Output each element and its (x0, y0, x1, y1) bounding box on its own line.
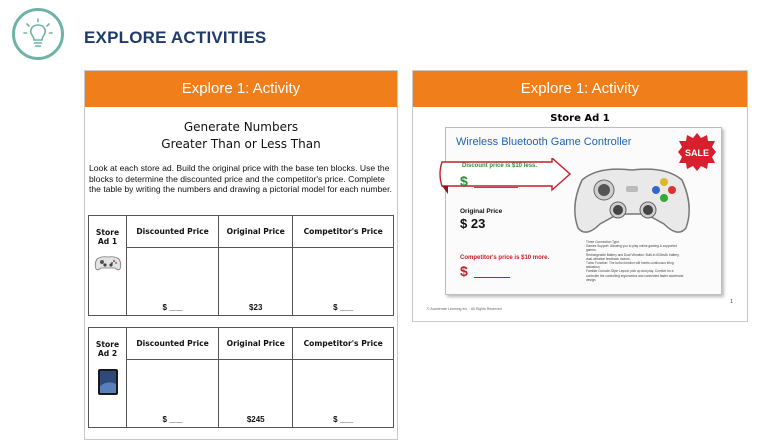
store-label: Store Ad 1 (95, 228, 120, 246)
competitor-price-cell[interactable]: $ ___ (293, 360, 394, 428)
original-price-cell: $245 (219, 360, 293, 428)
price-table-store-ad-2 (88, 327, 394, 428)
original-price-value: $ 23 (460, 216, 486, 231)
discounted-price-cell[interactable]: $ ___ (127, 360, 219, 428)
competitor-dollar: $ (460, 263, 468, 279)
original-price-label: Original Price (460, 208, 503, 215)
discount-dollar: $ (460, 173, 468, 189)
original-price-cell: $23 (219, 248, 293, 316)
lightbulb-icon (12, 8, 64, 60)
store-cell (89, 328, 127, 428)
feature-list (586, 240, 686, 282)
competitor-blank-line (474, 277, 510, 278)
card-heading: Explore 1: Activity (85, 71, 397, 107)
game-controller-icon (93, 254, 123, 272)
card-heading: Explore 1: Activity (413, 71, 747, 107)
feature-item: Games Support: Allowing you to play online gaming & supported games. (586, 244, 677, 253)
store-ad-title: Store Ad 1 (550, 113, 610, 124)
lightbulb-glyph (21, 17, 55, 51)
store-ad-slide (445, 127, 722, 295)
feature-item: Familiar Console-Style Layout: pick up and play. Comfort for a controller the controlling ergonomics and connected faster waveband design. (586, 269, 684, 282)
discount-text: Discount price is $10 less. (462, 163, 538, 169)
activity-title (85, 119, 397, 153)
activity-instructions: Look at each store ad. Build the original price with the base ten blocks. Use the blocks to determine the discounted price and the competitor's price. Complete the table by writing the numbers and drawing a pictorial model for each number. (89, 163, 392, 194)
discounted-price-cell[interactable]: $ ___ (127, 248, 219, 316)
col-header-original: Original Price (219, 216, 293, 248)
feature-item: Rechargeable Battery and Dual Vibration: Built-in 600mAh battery, dual-vibration feedback motors. (586, 252, 680, 261)
explore-activity-card-1[interactable] (84, 70, 398, 440)
tablet-icon (97, 368, 119, 396)
ad-product-title: Wireless Bluetooth Game Controller (456, 136, 632, 148)
store-cell (89, 216, 127, 316)
copyright-text: © Accelerate Learning Inc. - All Rights Reserved (427, 307, 502, 311)
price-table-store-ad-1 (88, 215, 394, 316)
feature-item: Three Connection Type. (586, 240, 620, 244)
feature-item: Turbo Function: The turbo function will meets continuous firing activation. (586, 261, 674, 270)
competitor-price-cell[interactable]: $ ___ (293, 248, 394, 316)
col-header-competitor: Competitor's Price (293, 328, 394, 360)
page-title: EXPLORE ACTIVITIES (84, 28, 267, 47)
competitor-text: Competitor's price is $10 more. (460, 255, 550, 261)
col-header-discounted: Discounted Price (127, 216, 219, 248)
page-number: 1 (730, 299, 733, 305)
col-header-original: Original Price (219, 328, 293, 360)
activity-title-line2: Greater Than or Less Than (161, 137, 321, 151)
sale-badge-text: SALE (684, 148, 710, 158)
col-header-discounted: Discounted Price (127, 328, 219, 360)
explore-activity-card-2[interactable] (412, 70, 748, 322)
discount-blank-line (474, 187, 518, 188)
store-label: Store Ad 2 (95, 340, 120, 358)
col-header-competitor: Competitor's Price (293, 216, 394, 248)
activity-title-line1: Generate Numbers (183, 120, 299, 134)
game-controller-image (568, 158, 696, 238)
